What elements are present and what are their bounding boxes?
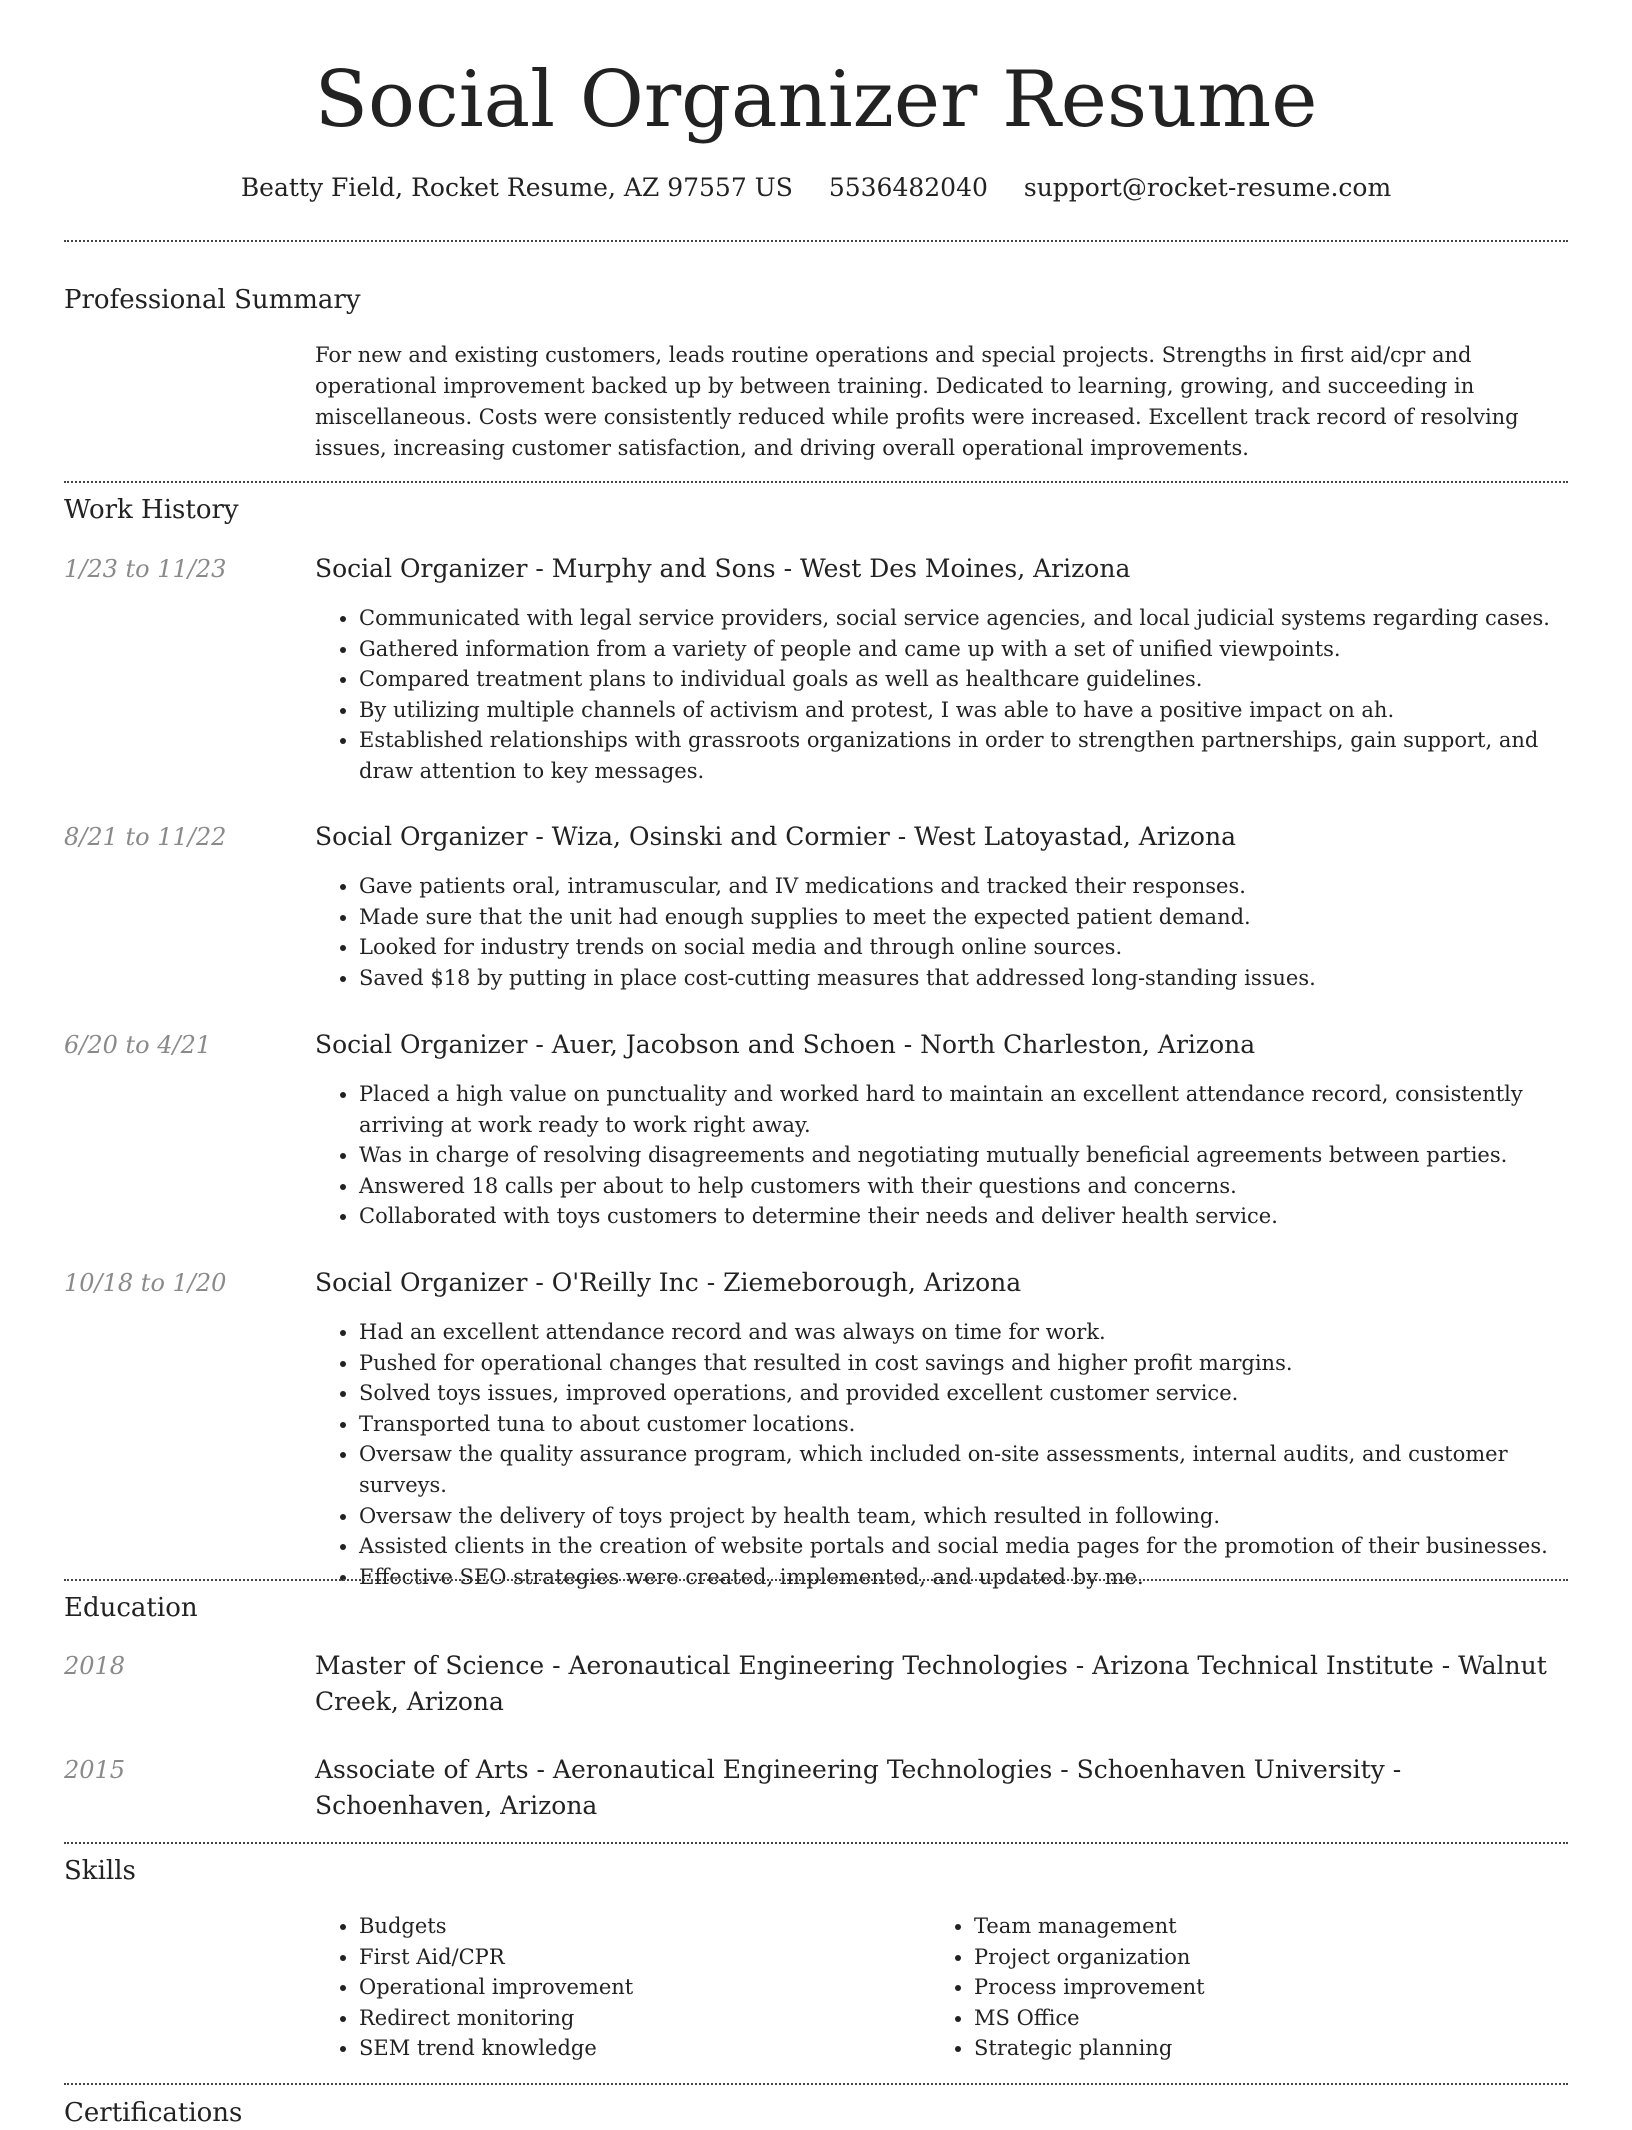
section-divider: [64, 481, 1568, 483]
summary-text: For new and existing customers, leads routine operations and special projects. Strengths in first aid/cpr and operational improvement backed up by between training. Dedicated to learning, growing, and succeeding in miscellaneous. Costs were consistently reduced while profits were increased. Excellent track record of resolving issues, increasing customer satisfaction, and driving overall operational improvements.: [315, 343, 1519, 460]
resume-title: Social Organizer Resume: [314, 55, 1318, 145]
skill-item: • MS Office: [974, 2003, 1530, 2034]
job-dates: 6/20 to 4/21: [64, 1031, 212, 1059]
contact-line: [0, 170, 1632, 206]
skills-list-right: [930, 1911, 1530, 2064]
list-item: • Saved $18 by putting in place cost-cutting measures that addressed long-standing issues.: [359, 963, 1568, 994]
skill-item: • SEM trend knowledge: [359, 2033, 915, 2064]
job-bullets: [315, 603, 1568, 787]
job-dates: 8/21 to 11/22: [64, 823, 227, 851]
section-divider: [64, 240, 1568, 242]
job-title: Social Organizer - Wiza, Osinski and Cormier - West Latoyastad, Arizona: [315, 822, 1236, 851]
skill-item: • First Aid/CPR: [359, 1942, 915, 1973]
skill-item: • Process improvement: [974, 1972, 1530, 2003]
list-item: • Gave patients oral, intramuscular, and IV medications and tracked their responses.: [359, 871, 1568, 902]
list-item: • Collaborated with toys customers to determine their needs and deliver health service.: [359, 1201, 1568, 1232]
list-item: • Oversaw the delivery of toys project by health team, which resulted in following.: [359, 1501, 1568, 1532]
contact-phone: 5536482040: [828, 173, 988, 202]
education-year: 2015: [64, 1756, 126, 1784]
skills-list-left: [315, 1911, 915, 2064]
skill-item: • Operational improvement: [359, 1972, 915, 2003]
list-item: • Established relationships with grassroots organizations in order to strengthen partnerships, gain support, and draw attention to key messages.: [359, 725, 1568, 786]
list-item: • Answered 18 calls per about to help customers with their questions and concerns.: [359, 1171, 1568, 1202]
job-bullets: [315, 1317, 1568, 1592]
list-item: • Placed a high value on punctuality and worked hard to maintain an excellent attendance record, consistently arriving at work ready to work right away.: [359, 1079, 1568, 1140]
list-item: • Pushed for operational changes that resulted in cost savings and higher profit margins.: [359, 1348, 1568, 1379]
skill-item: • Redirect monitoring: [359, 2003, 915, 2034]
list-item: • Compared treatment plans to individual goals as well as healthcare guidelines.: [359, 664, 1568, 695]
list-item: • Solved toys issues, improved operations, and provided excellent customer service.: [359, 1378, 1568, 1409]
list-item: • Had an excellent attendance record and was always on time for work.: [359, 1317, 1568, 1348]
list-item: • Was in charge of resolving disagreements and negotiating mutually beneficial agreements between parties.: [359, 1140, 1568, 1171]
job-title: Social Organizer - Murphy and Sons - West Des Moines, Arizona: [315, 554, 1131, 583]
job-dates: 1/23 to 11/23: [64, 555, 227, 583]
education-title: Master of Science - Aeronautical Engineering Technologies - Arizona Technical Institute - Walnut Creek, Arizona: [315, 1651, 1547, 1716]
skill-item: • Project organization: [974, 1942, 1530, 1973]
list-item: • By utilizing multiple channels of activism and protest, I was able to have a positive impact on ah.: [359, 695, 1568, 726]
list-item: • Oversaw the quality assurance program, which included on-site assessments, internal audits, and customer surveys.: [359, 1439, 1568, 1500]
contact-email: support@rocket-resume.com: [1023, 173, 1392, 202]
skills-heading: Skills: [64, 1856, 136, 1886]
summary-heading: Professional Summary: [64, 285, 361, 315]
contact-address: Beatty Field, Rocket Resume, AZ 97557 US: [240, 173, 793, 202]
section-divider: [64, 1842, 1568, 1844]
skill-item: • Team management: [974, 1911, 1530, 1942]
list-item: • Assisted clients in the creation of website portals and social media pages for the promotion of their businesses.: [359, 1531, 1568, 1562]
certifications-heading: Certifications: [64, 2098, 243, 2128]
section-divider: [64, 2083, 1568, 2085]
education-year: 2018: [64, 1652, 126, 1680]
section-divider: [64, 1579, 1568, 1581]
job-bullets: [315, 871, 1568, 993]
list-item: • Transported tuna to about customer locations.: [359, 1409, 1568, 1440]
education-heading: Education: [64, 1593, 198, 1623]
list-item: • Gathered information from a variety of people and came up with a set of unified viewpoints.: [359, 634, 1568, 665]
list-item: • Made sure that the unit had enough supplies to meet the expected patient demand.: [359, 902, 1568, 933]
list-item: • Effective SEO strategies were created, implemented, and updated by me.: [359, 1562, 1568, 1593]
skill-item: • Budgets: [359, 1911, 915, 1942]
education-title: Associate of Arts - Aeronautical Engineering Technologies - Schoenhaven University - Schoenhaven, Arizona: [315, 1755, 1402, 1820]
job-bullets: [315, 1079, 1568, 1232]
job-title: Social Organizer - O'Reilly Inc - Ziemeborough, Arizona: [315, 1268, 1022, 1297]
work-history-heading: Work History: [64, 495, 239, 525]
list-item: • Looked for industry trends on social media and through online sources.: [359, 932, 1568, 963]
skill-item: • Strategic planning: [974, 2033, 1530, 2064]
job-dates: 10/18 to 1/20: [64, 1269, 227, 1297]
job-title: Social Organizer - Auer, Jacobson and Schoen - North Charleston, Arizona: [315, 1030, 1256, 1059]
list-item: • Communicated with legal service providers, social service agencies, and local judicial systems regarding cases.: [359, 603, 1568, 634]
